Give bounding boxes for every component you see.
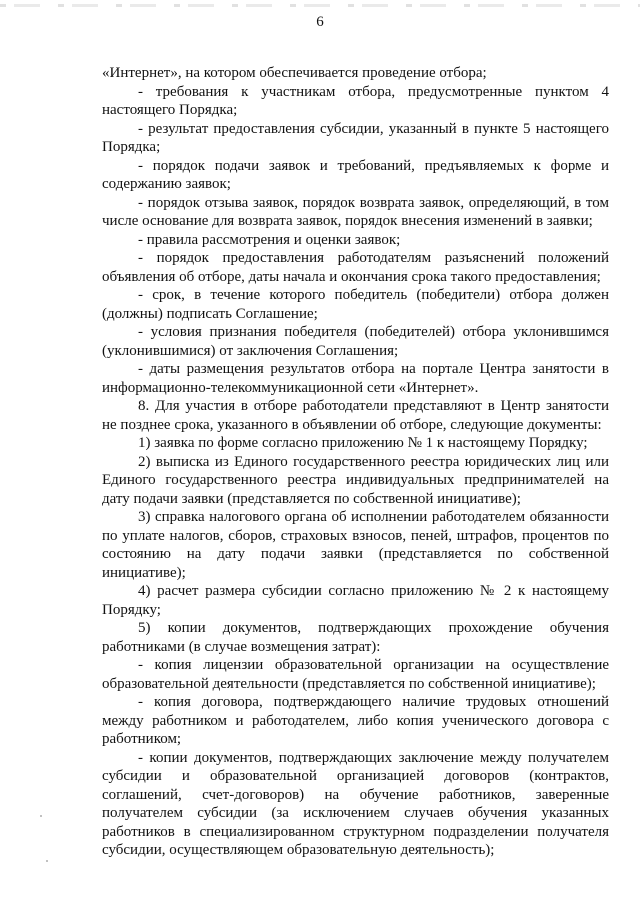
document-paragraph: - порядок предоставления работодателям разъяснений положений объявления об отборе, даты начала и окончания срока такого предоставления; — [102, 250, 609, 285]
scan-speck — [46, 860, 48, 862]
document-paragraph: 3) справка налогового органа об исполнении работодателем обязанности по уплате налогов, сборов, страховых взносов, пеней, штрафов, процентов по состоянию на дату подачи заявки (представляется по собственной инициативе); — [102, 509, 609, 581]
scan-speck — [40, 815, 42, 817]
document-paragraph: - результат предоставления субсидии, указанный в пункте 5 настоящего Порядка; — [102, 120, 609, 155]
page-number: 6 — [316, 14, 324, 30]
document-paragraph: - правила рассмотрения и оценки заявок; — [138, 231, 401, 248]
document-paragraph: - порядок отзыва заявок, порядок возврата заявок, определяющий, в том числе основание для возврата заявок, порядок внесения изменений в заявки; — [102, 194, 609, 229]
document-paragraph: 2) выписка из Единого государственного реестра юридических лиц или Единого государственного реестра индивидуальных предпринимателей на дату подачи заявки (представляется по собственной инициативе); — [102, 453, 609, 507]
document-paragraph: «Интернет», на котором обеспечивается проведение отбора; — [102, 65, 487, 81]
document-body — [102, 64, 609, 860]
document-paragraph: 4) расчет размера субсидии согласно приложению № 2 к настоящему Порядку; — [102, 583, 609, 618]
document-paragraph: - копии документов, подтверждающих заключение между получателем субсидии и образовательной организацией договоров (контрактов, соглашений, счет-договоров) на обучение работников, заверенные получателем субсидии (за исключением случаев обучения указанных работников в специализированном структурном подразделении получателя субсидии, осуществляющем образовательную деятельность); — [102, 749, 609, 858]
document-paragraph: - порядок подачи заявок и требований, предъявляемых к форме и содержанию заявок; — [102, 157, 609, 192]
document-paragraph: - копия договора, подтверждающего наличие трудовых отношений между работником и работодателем, либо копия ученического договора с работником; — [102, 694, 609, 747]
document-paragraph: - даты размещения результатов отбора на портале Центра занятости в информационно-телекоммуникационной сети «Интернет». — [102, 361, 609, 396]
document-paragraph: - условия признания победителя (победителей) отбора уклонившимся (уклонившимися) от заключения Соглашения; — [102, 324, 609, 359]
document-paragraph: 1) заявка по форме согласно приложению № 1 к настоящему Порядку; — [138, 435, 588, 451]
document-paragraph: - копия лицензии образовательной организации на осуществление образовательной деятельности (представляется по собственной инициативе); — [102, 657, 609, 692]
document-paragraph: 8. Для участия в отборе работодатели представляют в Центр занятости не позднее срока, указанного в объявлении об отборе, следующие документы: — [102, 398, 609, 433]
document-paragraph: - срок, в течение которого победитель (победители) отбора должен (должны) подписать Соглашение; — [102, 287, 609, 322]
document-paragraph: 5) копии документов, подтверждающих прохождение обучения работниками (в случае возмещения затрат): — [102, 620, 609, 655]
document-paragraph: - требования к участникам отбора, предусмотренные пунктом 4 настоящего Порядка; — [102, 83, 609, 118]
scan-edge-artifact — [0, 4, 640, 7]
